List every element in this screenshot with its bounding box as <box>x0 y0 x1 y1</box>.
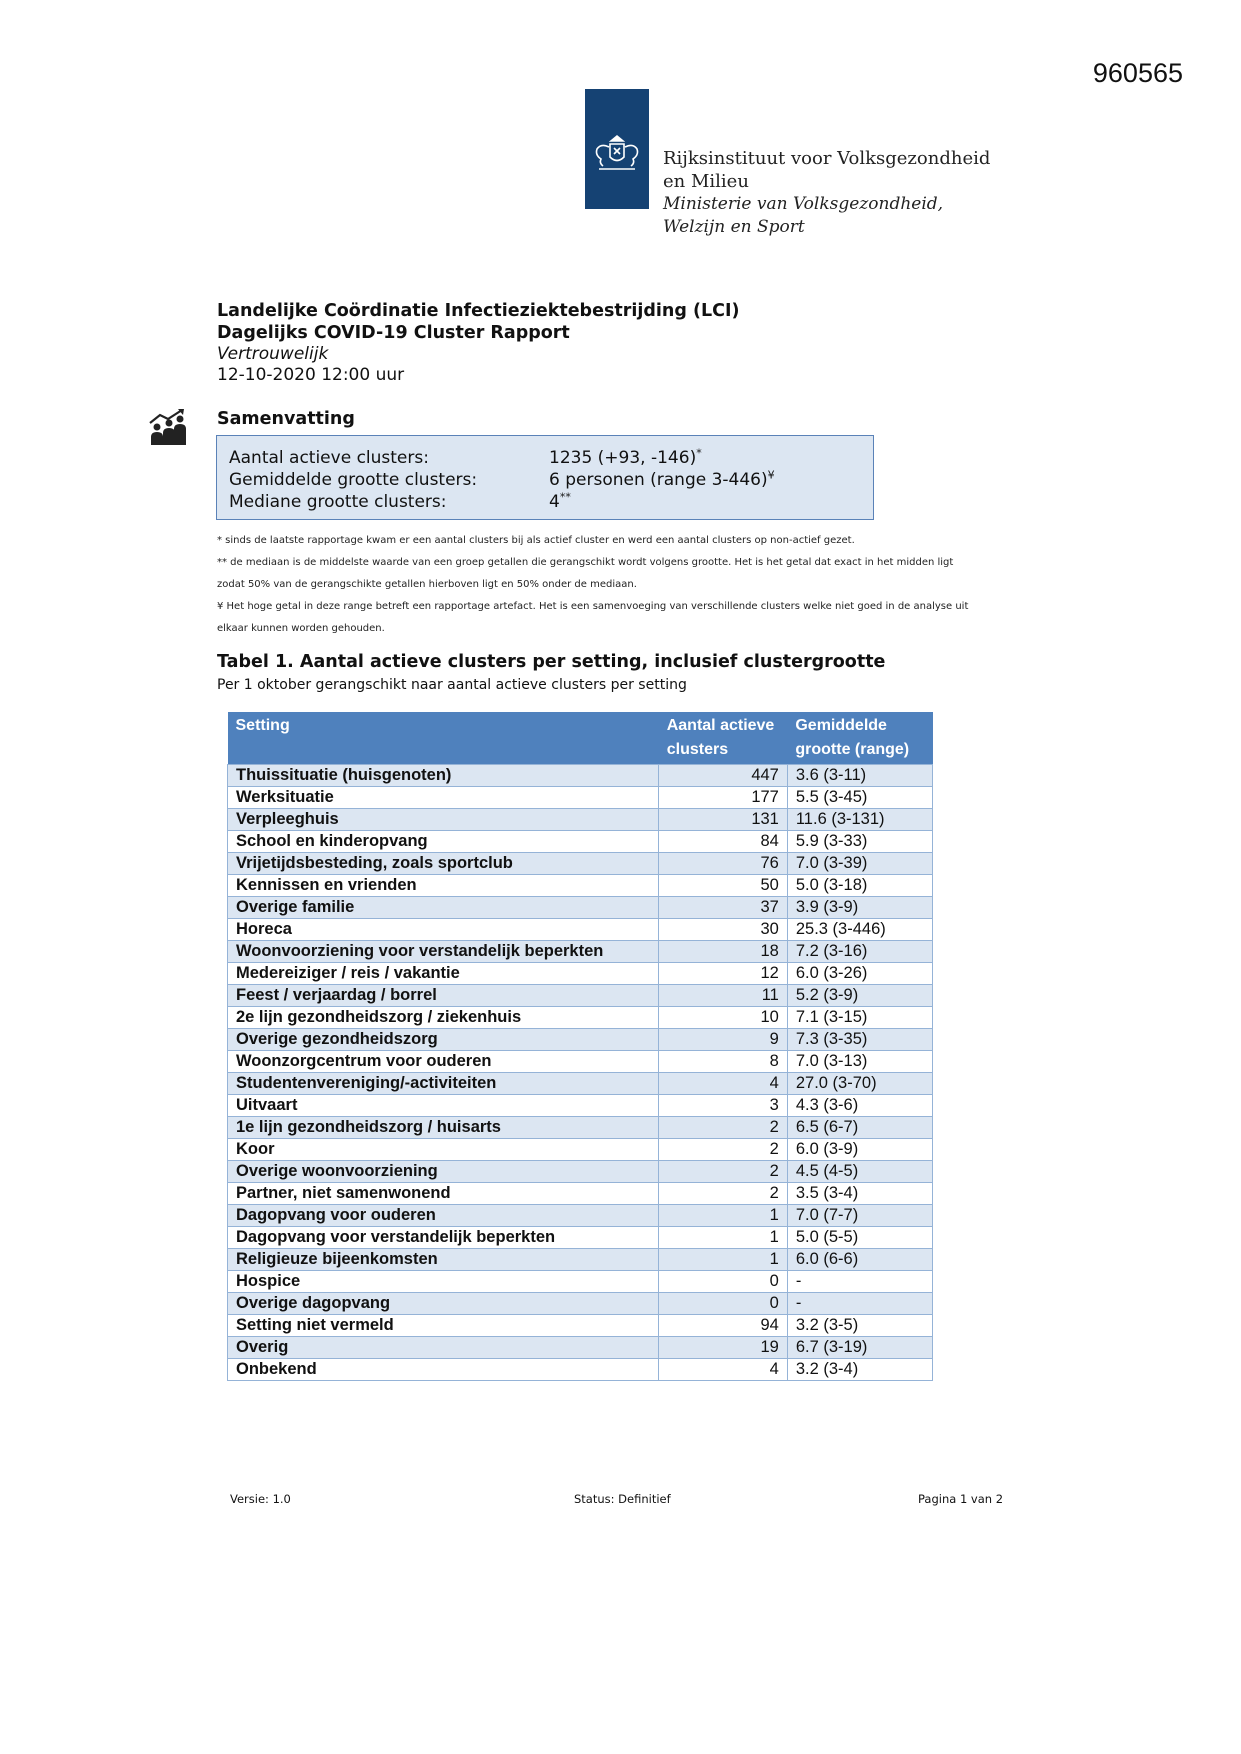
footnotes <box>217 530 1037 640</box>
mean-size-cell: 6.5 (6-7) <box>787 1117 932 1139</box>
table-row <box>228 875 933 897</box>
summary-box <box>216 435 874 520</box>
footnote: zodat 50% van de gerangschikte getallen hierboven ligt en 50% onder de mediaan. <box>217 579 637 590</box>
mean-size-cell: 7.3 (3-35) <box>787 1029 932 1051</box>
active-clusters-cell: 131 <box>659 809 788 831</box>
setting-cell: Hospice <box>228 1271 659 1293</box>
table-row <box>228 809 933 831</box>
table-row <box>228 1073 933 1095</box>
table-row <box>228 1183 933 1205</box>
footer-version: Versie: 1.0 <box>230 1492 291 1506</box>
mean-size-cell: 4.5 (4-5) <box>787 1161 932 1183</box>
table-row <box>228 1205 933 1227</box>
mean-size-cell: 3.6 (3-11) <box>787 765 932 787</box>
summary-title: Samenvatting <box>217 409 355 429</box>
setting-cell: Religieuze bijeenkomsten <box>228 1249 659 1271</box>
table-row <box>228 919 933 941</box>
summary-value: 6 personen (range 3-446)¥ <box>549 468 775 490</box>
column-header-mean-size: Gemiddelde grootte (range) <box>787 712 932 765</box>
mean-size-cell: 5.0 (5-5) <box>787 1227 932 1249</box>
mean-size-cell: 6.0 (6-6) <box>787 1249 932 1271</box>
mean-size-cell: 7.0 (7-7) <box>787 1205 932 1227</box>
logo-line: en Milieu <box>663 171 749 192</box>
active-clusters-cell: 10 <box>659 1007 788 1029</box>
mean-size-cell: 6.7 (3-19) <box>787 1337 932 1359</box>
mean-size-cell: 6.0 (3-9) <box>787 1139 932 1161</box>
table-row <box>228 831 933 853</box>
table-row <box>228 985 933 1007</box>
summary-row-median-size <box>229 490 571 512</box>
active-clusters-cell: 177 <box>659 787 788 809</box>
setting-cell: Setting niet vermeld <box>228 1315 659 1337</box>
table-row <box>228 963 933 985</box>
column-header-active-clusters: Aantal actieve clusters <box>659 712 788 765</box>
setting-cell: Kennissen en vrienden <box>228 875 659 897</box>
mean-size-cell: 3.2 (3-5) <box>787 1315 932 1337</box>
active-clusters-cell: 3 <box>659 1095 788 1117</box>
active-clusters-cell: 447 <box>659 765 788 787</box>
active-clusters-cell: 11 <box>659 985 788 1007</box>
active-clusters-cell: 2 <box>659 1139 788 1161</box>
active-clusters-cell: 9 <box>659 1029 788 1051</box>
clusters-table <box>227 712 933 1381</box>
active-clusters-cell: 19 <box>659 1337 788 1359</box>
setting-cell: Onbekend <box>228 1359 659 1381</box>
table-row <box>228 1227 933 1249</box>
footnote: elkaar kunnen worden gehouden. <box>217 623 385 634</box>
table-row <box>228 1051 933 1073</box>
footnote: ** de mediaan is de middelste waarde van een groep getallen die gerangschikt wordt volgens grootte. Het is het getal dat exact in het midden ligt <box>217 557 954 568</box>
mean-size-cell: 7.0 (3-13) <box>787 1051 932 1073</box>
table-row <box>228 1095 933 1117</box>
active-clusters-cell: 50 <box>659 875 788 897</box>
active-clusters-cell: 18 <box>659 941 788 963</box>
active-clusters-cell: 1 <box>659 1205 788 1227</box>
table-row <box>228 1139 933 1161</box>
mean-size-cell: 5.2 (3-9) <box>787 985 932 1007</box>
report-title: Dagelijks COVID-19 Cluster Rapport <box>217 323 570 343</box>
setting-cell: Verpleeghuis <box>228 809 659 831</box>
table-row <box>228 787 933 809</box>
mean-size-cell: 5.5 (3-45) <box>787 787 932 809</box>
mean-size-cell: 7.0 (3-39) <box>787 853 932 875</box>
setting-cell: Dagopvang voor verstandelijk beperkten <box>228 1227 659 1249</box>
active-clusters-cell: 37 <box>659 897 788 919</box>
setting-cell: Partner, niet samenwonend <box>228 1183 659 1205</box>
summary-value: 4** <box>549 490 571 512</box>
table-row <box>228 1029 933 1051</box>
organisation-title: Landelijke Coördinatie Infectieziektebestrijding (LCI) <box>217 301 740 321</box>
setting-cell: Overige familie <box>228 897 659 919</box>
mean-size-cell: 4.3 (3-6) <box>787 1095 932 1117</box>
table-row <box>228 1117 933 1139</box>
footnote: * sinds de laatste rapportage kwam er een aantal clusters bij als actief cluster en werd een aantal clusters op non-actief gezet. <box>217 535 855 546</box>
table-row <box>228 765 933 787</box>
mean-size-cell: 27.0 (3-70) <box>787 1073 932 1095</box>
footer-status: Status: Definitief <box>574 1492 671 1506</box>
table-header-row <box>228 712 933 765</box>
confidential-label: Vertrouwelijk <box>217 344 329 364</box>
setting-cell: Woonzorgcentrum voor ouderen <box>228 1051 659 1073</box>
document-id: 960565 <box>1092 58 1183 88</box>
active-clusters-cell: 1 <box>659 1227 788 1249</box>
active-clusters-cell: 84 <box>659 831 788 853</box>
setting-cell: Woonvoorziening voor verstandelijk beperkten <box>228 941 659 963</box>
chart-people-icon <box>148 409 188 449</box>
active-clusters-cell: 1 <box>659 1249 788 1271</box>
mean-size-cell: 3.2 (3-4) <box>787 1359 932 1381</box>
setting-cell: Horeca <box>228 919 659 941</box>
summary-row-active-clusters <box>229 446 702 468</box>
table-title: Tabel 1. Aantal actieve clusters per setting, inclusief clustergrootte <box>217 652 886 672</box>
table-row <box>228 1249 933 1271</box>
summary-row-mean-size <box>229 468 775 490</box>
active-clusters-cell: 0 <box>659 1271 788 1293</box>
column-header-setting: Setting <box>228 712 659 765</box>
mean-size-cell: 3.5 (3-4) <box>787 1183 932 1205</box>
mean-size-cell: - <box>787 1271 932 1293</box>
active-clusters-cell: 76 <box>659 853 788 875</box>
table-row <box>228 897 933 919</box>
active-clusters-cell: 12 <box>659 963 788 985</box>
coat-of-arms-icon <box>589 133 645 173</box>
logo-ministry-line: Welzijn en Sport <box>663 217 805 237</box>
logo-line: Rijksinstituut voor Volksgezondheid <box>663 148 991 169</box>
logo-ministry-line: Ministerie van Volksgezondheid, <box>663 194 944 214</box>
mean-size-cell: 11.6 (3-131) <box>787 809 932 831</box>
table-row <box>228 1161 933 1183</box>
logo-text <box>663 147 1063 239</box>
setting-cell: Medereiziger / reis / vakantie <box>228 963 659 985</box>
summary-label: Gemiddelde grootte clusters: <box>229 469 478 490</box>
mean-size-cell: - <box>787 1293 932 1315</box>
active-clusters-cell: 0 <box>659 1293 788 1315</box>
setting-cell: Overig <box>228 1337 659 1359</box>
active-clusters-cell: 4 <box>659 1073 788 1095</box>
setting-cell: Thuissituatie (huisgenoten) <box>228 765 659 787</box>
setting-cell: Overige dagopvang <box>228 1293 659 1315</box>
table-row <box>228 1271 933 1293</box>
setting-cell: 2e lijn gezondheidszorg / ziekenhuis <box>228 1007 659 1029</box>
setting-cell: Werksituatie <box>228 787 659 809</box>
footnote-mark: ¥ <box>767 468 775 481</box>
active-clusters-cell: 4 <box>659 1359 788 1381</box>
table-row <box>228 1359 933 1381</box>
footnote-mark: * <box>696 446 702 459</box>
table-row <box>228 1293 933 1315</box>
active-clusters-cell: 94 <box>659 1315 788 1337</box>
footnote: ¥ Het hoge getal in deze range betreft een rapportage artefact. Het is een samenvoeging van verschillende clusters welke niet goed in de analyse uit <box>217 601 969 612</box>
setting-cell: 1e lijn gezondheidszorg / huisarts <box>228 1117 659 1139</box>
setting-cell: Feest / verjaardag / borrel <box>228 985 659 1007</box>
table-row <box>228 1337 933 1359</box>
table-row <box>228 1007 933 1029</box>
table-body <box>228 765 933 1381</box>
footer-page: Pagina 1 van 2 <box>918 1492 1004 1506</box>
setting-cell: Overige woonvoorziening <box>228 1161 659 1183</box>
summary-label: Mediane grootte clusters: <box>229 491 447 512</box>
active-clusters-cell: 2 <box>659 1161 788 1183</box>
setting-cell: Vrijetijdsbesteding, zoals sportclub <box>228 853 659 875</box>
table-row <box>228 1315 933 1337</box>
active-clusters-cell: 2 <box>659 1117 788 1139</box>
mean-size-cell: 7.2 (3-16) <box>787 941 932 963</box>
setting-cell: Dagopvang voor ouderen <box>228 1205 659 1227</box>
footnote-mark: ** <box>559 490 571 503</box>
mean-size-cell: 25.3 (3-446) <box>787 919 932 941</box>
mean-size-cell: 3.9 (3-9) <box>787 897 932 919</box>
summary-label: Aantal actieve clusters: <box>229 447 429 468</box>
summary-value: 1235 (+93, -146)* <box>549 446 702 468</box>
report-header <box>217 300 739 386</box>
setting-cell: Uitvaart <box>228 1095 659 1117</box>
setting-cell: Overige gezondheidszorg <box>228 1029 659 1051</box>
report-datetime: 12-10-2020 12:00 uur <box>217 365 405 385</box>
mean-size-cell: 5.0 (3-18) <box>787 875 932 897</box>
setting-cell: Studentenvereniging/-activiteiten <box>228 1073 659 1095</box>
active-clusters-cell: 30 <box>659 919 788 941</box>
setting-cell: School en kinderopvang <box>228 831 659 853</box>
active-clusters-cell: 8 <box>659 1051 788 1073</box>
logo-emblem-block <box>585 89 649 209</box>
table-row <box>228 941 933 963</box>
table-subtitle: Per 1 oktober gerangschikt naar aantal actieve clusters per setting <box>217 677 687 693</box>
mean-size-cell: 5.9 (3-33) <box>787 831 932 853</box>
table-row <box>228 853 933 875</box>
active-clusters-cell: 2 <box>659 1183 788 1205</box>
mean-size-cell: 6.0 (3-26) <box>787 963 932 985</box>
mean-size-cell: 7.1 (3-15) <box>787 1007 932 1029</box>
setting-cell: Koor <box>228 1139 659 1161</box>
